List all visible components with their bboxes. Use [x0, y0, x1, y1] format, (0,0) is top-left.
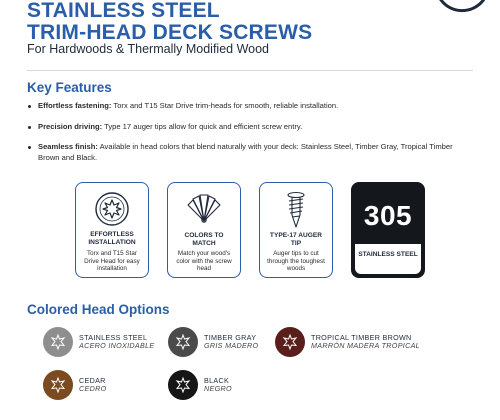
divider	[27, 70, 473, 71]
card-auger-tip	[259, 182, 333, 278]
feature-item	[27, 142, 467, 163]
card-description: Match your wood's color with the screw head	[176, 250, 232, 273]
screw-head-icon	[43, 327, 73, 357]
card-description: Torx and T15 Star Drive Head for easy installation	[84, 250, 140, 273]
swatch-stainless-steel	[43, 327, 155, 357]
swatch-name: STAINLESS STEEL	[79, 332, 148, 342]
screw-head-icon	[43, 370, 73, 400]
swatch-name: TROPICAL TIMBER BROWN	[311, 332, 412, 342]
swatch-name-es: MARRÓN MADERA TROPICAL	[311, 341, 420, 350]
card-305-stainless	[351, 182, 425, 278]
page-subtitle: For Hardwoods & Thermally Modified Wood	[27, 42, 269, 56]
feature-item	[27, 122, 467, 133]
swatch-name-es: CEDRO	[79, 384, 107, 393]
title-line-1: STAINLESS STEEL	[27, 0, 220, 22]
card-colors-to-match	[167, 182, 241, 278]
corner-decoration	[434, 0, 494, 16]
screw-head-icon	[168, 370, 198, 400]
key-features-list	[27, 101, 467, 173]
feature-cards	[75, 182, 425, 278]
card-description: Auger tips to cut through the toughest woods	[267, 250, 325, 273]
feature-label: Precision driving:	[38, 121, 103, 131]
swatch-cedar	[43, 370, 106, 400]
screw-head-icon	[275, 327, 305, 357]
card-title: COLORS TO MATCH	[184, 232, 224, 247]
swatch-black	[168, 370, 232, 400]
feature-label: Effortless fastening:	[38, 101, 112, 110]
swatch-timber-gray	[168, 327, 258, 357]
swatch-name-es: GRIS MADERO	[204, 341, 259, 350]
swatch-name: TIMBER GRAY	[204, 332, 257, 342]
grade-label: STAINLESS STEEL	[355, 244, 421, 274]
feature-item	[27, 101, 467, 112]
card-title: TYPE-17 AUGER TIP	[269, 232, 323, 247]
page-title	[27, 0, 312, 44]
feature-text: Torx and T15 Star Drive trim-heads for smooth, reliable installation.	[111, 101, 339, 110]
card-effortless-installation	[75, 182, 149, 278]
swatch-name: BLACK	[204, 375, 230, 385]
swatch-name: CEDAR	[79, 375, 106, 385]
key-features-heading: Key Features	[27, 80, 112, 95]
title-line-2: TRIM-HEAD DECK SCREWS	[27, 21, 313, 44]
swatch-name-es: NEGRO	[204, 384, 232, 393]
color-fan-icon	[184, 191, 224, 230]
screw-head-icon	[168, 327, 198, 357]
swatch-name-es: ACERO INOXIDABLE	[79, 341, 155, 350]
card-title: EFFORTLESS INSTALLATION	[88, 231, 136, 246]
swatch-tropical-timber-brown	[275, 327, 420, 357]
feature-label: Seamless finish:	[38, 142, 98, 151]
colored-head-heading: Colored Head Options	[27, 302, 170, 317]
feature-text: Type 17 auger tips allow for quick and efficient screw entry.	[102, 121, 303, 131]
feature-text: Available in head colors that blend naturally with your deck: Stainless Steel, Timber Gray, Tropical Timber Brown and Black.	[38, 142, 453, 162]
screw-tip-icon	[284, 191, 308, 234]
star-drive-icon	[94, 191, 130, 232]
grade-number: 305	[363, 200, 413, 231]
